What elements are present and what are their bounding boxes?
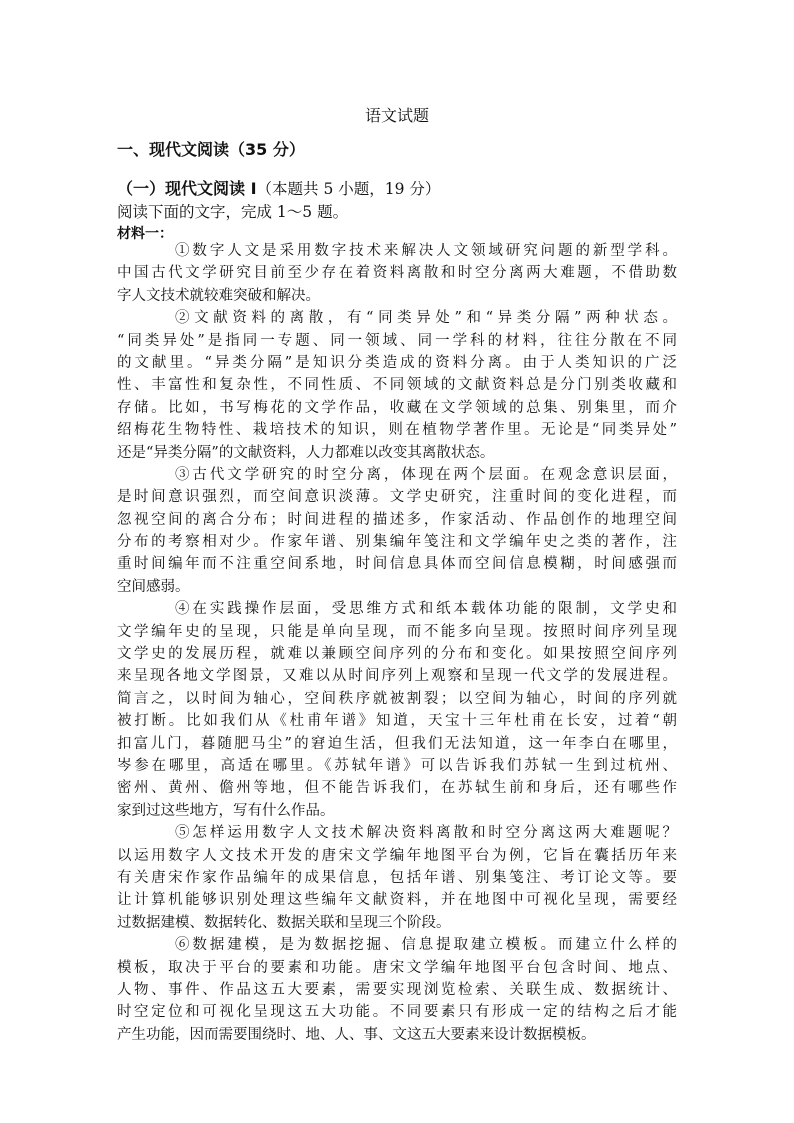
- paragraph-line: 存储。比如，书写梅花的文学作品，收藏在文学领域的总集、别集里，而介: [117, 399, 677, 416]
- sub-heading: [117, 178, 440, 200]
- paragraph-line: 扣富儿门，暮随肥马尘”的窘迫生活，但我们无法知道，这一年李白在哪里，: [117, 735, 677, 752]
- sub-heading-note: （本题共 5 小题，19 分）: [256, 180, 441, 198]
- section-heading: 一、现代文阅读（35 分）: [117, 140, 305, 159]
- paragraph: [117, 464, 677, 598]
- reading-instruction: 阅读下面的文字，完成 1～5 题。: [117, 203, 349, 221]
- paragraph-line: 密州、黄州、儋州等地，但不能告诉我们，在苏轼生前和身后，还有哪些作: [117, 780, 677, 797]
- paragraph: [117, 934, 677, 1046]
- paragraph-line: 人物、事件、作品这五大要素，需要实现浏览检索、关联生成、数据统计、: [117, 981, 677, 998]
- paragraph-line: 中国古代文学研究目前至少存在着资料离散和时空分离两大难题，不借助数: [117, 265, 677, 282]
- paragraph-line: 简言之，以时间为轴心，空间秩序就被割裂；以空间为轴心，时间的序列就: [117, 690, 677, 707]
- paragraph: [117, 307, 677, 464]
- paragraph-line: 性、丰富性和复杂性，不同性质、不同领域的文献资料总是分门别类收藏和: [117, 377, 677, 394]
- paragraph-line: ③古代文学研究的时空分离，体现在两个层面。在观念意识层面，: [175, 466, 677, 483]
- paragraph-line: 有关唐宋作家作品编年的成果信息，包括年谱、别集笺注、考订论文等。要: [117, 869, 677, 886]
- paragraph-line: 重时间编年而不注重空间系地，时间信息具体而空间信息模糊，时间感强而: [117, 556, 677, 573]
- paragraph-line: 绍梅花生物特性、栽培技术的知识，则在植物学著作里。无论是“同类异处”: [117, 422, 677, 439]
- paragraph-line: 产生功能，因而需要围绕时、地、人、事、文这五大要素来设计数据模板。: [117, 1026, 596, 1043]
- material-body: [117, 240, 677, 1046]
- paragraph-line: 家到过这些地方，写有什么作品。: [117, 802, 335, 819]
- paragraph-line: ⑤怎样运用数字人文技术解决资料离散和时空分离这两大难题呢？: [175, 825, 677, 842]
- paragraph-line: 忽视空间的离合分布；时间进程的描述多，作家活动、作品创作的地理空间: [117, 511, 677, 528]
- paragraph-line: 以运用数字人文技术开发的唐宋文学编年地图平台为例，它旨在囊括历年来: [117, 847, 677, 864]
- paragraph-line: 的文献里。“异类分隔”是知识分类造成的资料分离。由于人类知识的广泛: [117, 354, 677, 371]
- paragraph-line: 还是“异类分隔”的文献资料，人力都难以改变其离散状态。: [117, 444, 495, 461]
- paragraph: [117, 822, 677, 934]
- paragraph-line: 岑参在哪里，高适在哪里。《苏轼年谱》可以告诉我们苏轼一生到过杭州、: [117, 757, 677, 774]
- paragraph: [117, 598, 677, 822]
- paragraph-line: 文学史的发展历程，就难以兼顾空间序列的分布和变化。如果按照空间序列: [117, 646, 677, 663]
- paragraph-line: “同类异处”是指同一专题、同一领域、同一学科的材料，往往分散在不同: [117, 332, 677, 349]
- paragraph-line: ④在实践操作层面，受思维方式和纸本载体功能的限制，文学史和: [175, 601, 677, 618]
- paragraph-line: 来呈现各地文学图景，又难以从时间序列上观察和呈现一代文学的发展进程。: [117, 668, 677, 685]
- paragraph-line: 空间感弱。: [117, 578, 190, 595]
- sub-heading-label: （一）现代文阅读 I: [117, 179, 257, 198]
- paragraph-line: 模板，取决于平台的要素和功能。唐宋文学编年地图平台包含时间、地点、: [117, 959, 677, 976]
- paragraph-line: 字人文技术就较难突破和解决。: [117, 287, 320, 304]
- paragraph-line: ①数字人文是采用数字技术来解决人文领域研究问题的新型学科。: [175, 243, 677, 259]
- paragraph-line: ②文献资料的离散，有“同类异处”和“异类分隔”两种状态。: [175, 310, 677, 327]
- paragraph-line: 文学编年史的呈现，只能是单向呈现，而不能多向呈现。按照时间序列呈现: [117, 623, 677, 640]
- paragraph-line: 是时间意识强烈，而空间意识淡薄。文学史研究，注重时间的变化进程，而: [117, 489, 677, 506]
- paragraph-line: 分布的考察相对少。作家年谱、别集编年笺注和文学编年史之类的著作，注: [117, 534, 677, 551]
- paragraph-line: 过数据建模、数据转化、数据关联和呈现三个阶段。: [117, 914, 451, 931]
- paragraph: [117, 240, 677, 307]
- paragraph-line: 时空定位和可视化呈现这五大功能。不同要素只有形成一定的结构之后才能: [117, 1004, 677, 1021]
- paragraph-line: ⑥数据建模，是为数据挖掘、信息提取建立模板。而建立什么样的: [175, 937, 677, 954]
- page-title: 语文试题: [364, 106, 429, 125]
- paragraph-line: 被打断。比如我们从《杜甫年谱》知道，天宝十三年杜甫在长安，过着“朝: [117, 713, 677, 730]
- material-label: 材料一：: [117, 226, 173, 242]
- paragraph-line: 让计算机能够识别处理这些编年文献资料，并在地图中可视化呈现，需要经: [117, 892, 677, 909]
